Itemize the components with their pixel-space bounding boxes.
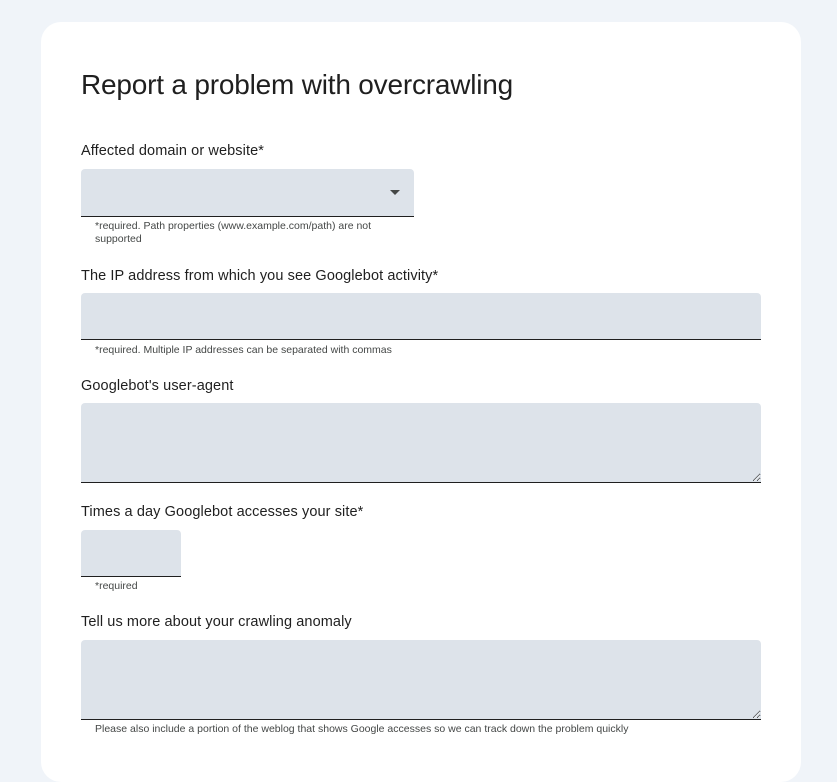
times-per-day-input[interactable] [81, 530, 181, 577]
page-title: Report a problem with overcrawling [81, 69, 514, 100]
times-per-day-label: Times a day Googlebot accesses your site* [81, 504, 364, 520]
ip-address-input[interactable] [81, 293, 761, 340]
ip-address-label: The IP address from which you see Googlebot activity* [81, 268, 439, 284]
domain-select[interactable] [81, 169, 414, 217]
report-form-card [41, 22, 801, 782]
anomaly-textarea[interactable] [81, 640, 761, 720]
user-agent-textarea[interactable] [81, 403, 761, 483]
user-agent-label: Googlebot's user-agent [81, 378, 234, 394]
domain-label: Affected domain or website* [81, 143, 264, 159]
anomaly-label: Tell us more about your crawling anomaly [81, 614, 352, 630]
anomaly-hint: Please also include a portion of the weblog that shows Google accesses so we can track down the problem quickly [95, 723, 629, 735]
domain-hint: *required. Path properties (www.example.com/path) are not supported [95, 220, 372, 245]
ip-address-hint: *required. Multiple IP addresses can be separated with commas [95, 344, 392, 356]
caret-down-icon [390, 190, 400, 195]
times-per-day-hint: *required [95, 580, 138, 592]
